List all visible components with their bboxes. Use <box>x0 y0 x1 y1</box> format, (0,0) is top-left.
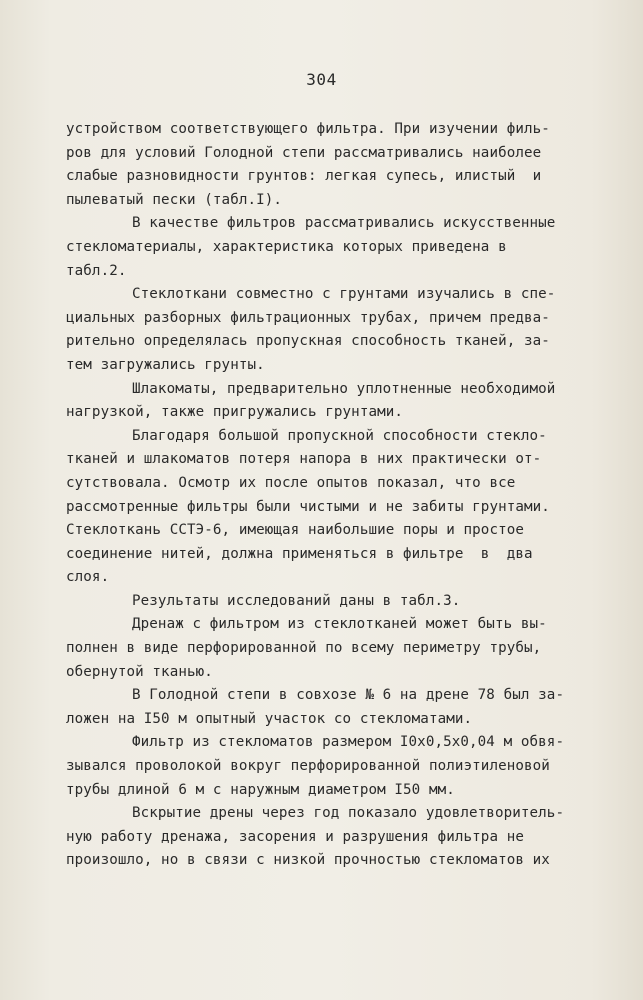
text-line: тканей и шлакоматов потеря напора в них практически от- <box>66 451 542 468</box>
text-line: слоя. <box>66 569 110 586</box>
text-line: устройством соответствующего фильтра. При изучении филь- <box>66 121 550 137</box>
text-line: трубы длиной 6 м с наружным диаметром I50 мм. <box>66 781 455 798</box>
text-line: слабые разновидности грунтов: легкая супесь, илистый и <box>66 168 542 185</box>
text-line: Шлакоматы, предварительно уплотненные необходимой <box>132 380 556 397</box>
text-line: Дренаж с фильтром из стеклотканей может быть вы- <box>132 616 547 633</box>
text-line: Вскрытие дрены через год показало удовлетворитель- <box>132 805 565 822</box>
text-line: ную работу дренажа, засорения и разрушения фильтра не <box>66 828 525 845</box>
text-line: Благодаря большой пропускной способности стекло- <box>132 427 547 444</box>
text-line: Стеклоткани совместно с грунтами изучались в спе- <box>132 286 556 303</box>
text-line: соединение нитей, должна применяться в фильтре в два <box>66 545 533 562</box>
text-line: зывался проволокой вокруг перфорированной полиэтиленовой <box>66 758 550 775</box>
text-line: пылеватый пески (табл.I). <box>66 191 283 208</box>
text-line: ров для условий Голодной степи рассматривались наиболее <box>66 144 542 161</box>
text-line: произошло, но в связи с низкой прочностью стекломатов их <box>66 852 550 869</box>
text-line: сутствовала. Осмотр их после опытов показал, что все <box>66 474 516 491</box>
text-line: ложен на I50 м опытный участок со стекломатами. <box>66 710 473 727</box>
text-line: Стеклоткань ССТЭ-6, имеющая наибольшие поры и простое <box>66 522 525 539</box>
text-line: рассмотренные фильтры были чистыми и не забиты грунтами. <box>66 498 550 515</box>
text-line: рительно определялась пропускная способность тканей, за- <box>66 333 550 350</box>
text-line: Фильтр из стекломатов размером I0х0,5х0,04 м обвя- <box>132 734 565 751</box>
text-line: В качестве фильтров рассматривались искусственные <box>132 215 556 232</box>
text-line: Результаты исследований даны в табл.3. <box>132 592 461 609</box>
text-line: циальных разборных фильтрационных трубах, причем предва- <box>66 309 550 326</box>
text-line: полнен в виде перфорированной по всему периметру трубы, <box>66 640 542 657</box>
text-line: стекломатериалы, характеристика которых приведена в <box>66 238 507 255</box>
body-text <box>66 118 626 873</box>
text-line: обернутой тканью. <box>66 663 213 680</box>
text-line: В Голодной степи в совхозе № 6 на дрене 78 был за- <box>132 687 565 704</box>
text-line: тем загружались грунты. <box>66 356 265 373</box>
text-line: нагрузкой, также пригружались грунтами. <box>66 404 404 421</box>
page-number: 304 <box>306 70 337 89</box>
text-line: табл.2. <box>66 262 127 279</box>
